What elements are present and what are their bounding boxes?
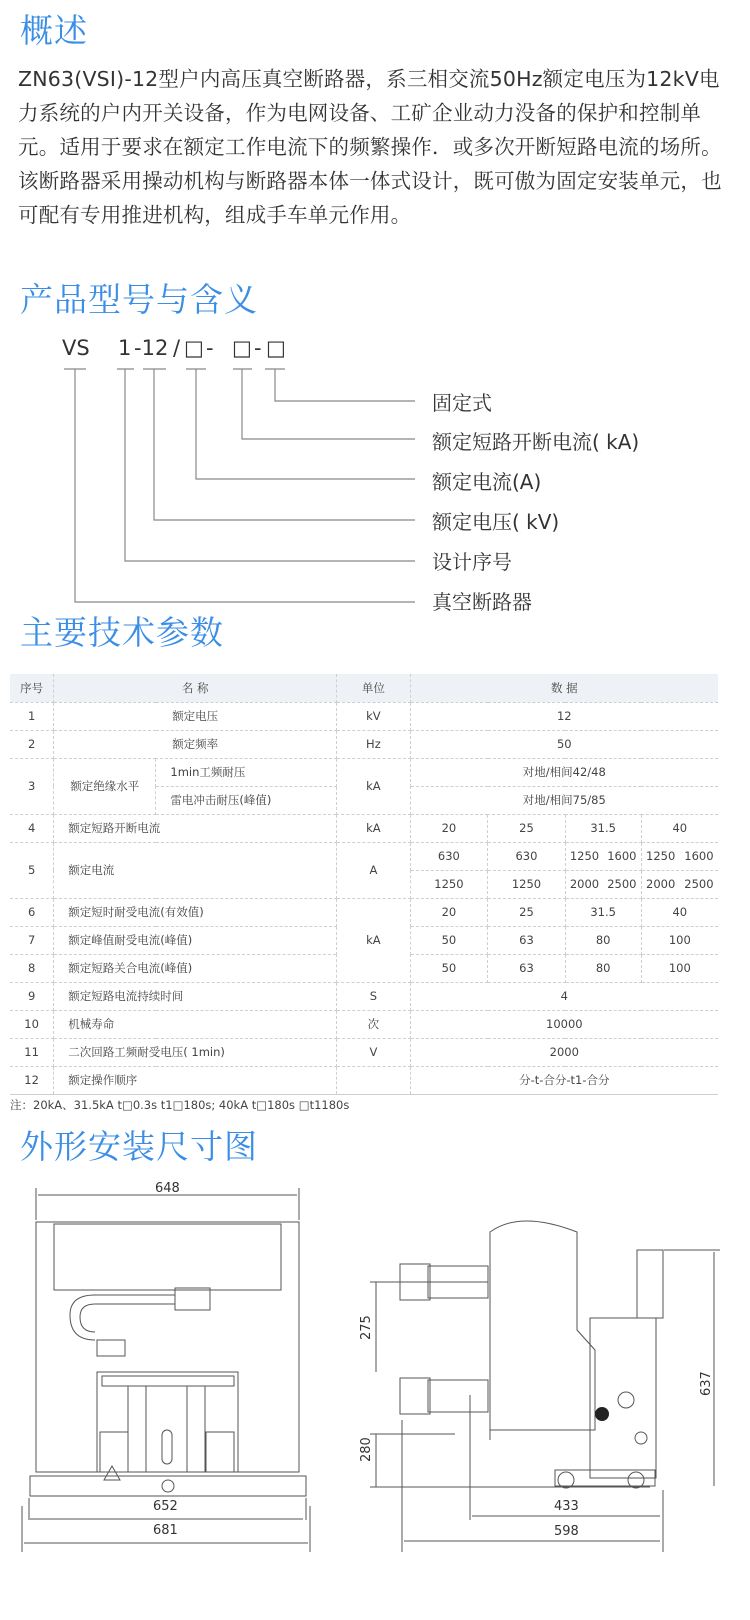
- cell-unit: Hz: [337, 730, 410, 758]
- spec-table: [10, 674, 718, 1095]
- code-slash: /: [173, 336, 181, 360]
- table-row: [10, 758, 718, 786]
- cell-name: 额定短路关合电流(峰值): [54, 954, 337, 982]
- dim-280: 280: [359, 1437, 374, 1462]
- meaning-fixed: 固定式: [432, 391, 492, 415]
- cell-value: 20: [410, 898, 488, 926]
- cell-no: 3: [10, 758, 54, 814]
- cell-subname: 1min工频耐压: [156, 758, 337, 786]
- cell-value: 2000: [410, 1038, 718, 1066]
- cell-value: 分-t-合分-t1-合分: [410, 1066, 718, 1094]
- cell-no: 4: [10, 814, 54, 842]
- dim-648: 648: [155, 1181, 180, 1196]
- cell-unit: kA: [337, 898, 410, 982]
- table-row: [10, 814, 718, 842]
- code-vs: VS: [62, 336, 90, 360]
- cell-no: 9: [10, 982, 54, 1010]
- cell-no: 2: [10, 730, 54, 758]
- leader-lines: [0, 330, 750, 620]
- cell-no: 5: [10, 842, 54, 898]
- overview-heading: 概述: [20, 11, 88, 50]
- model-code-diagram: [0, 330, 750, 620]
- model-heading: 产品型号与含义: [20, 280, 258, 319]
- specs-heading: 主要技术参数: [20, 613, 224, 652]
- cell-value: 对地/相间75/85: [410, 786, 718, 814]
- cell-value: 1250: [488, 870, 566, 898]
- overview-paragraph: ZN63(VSI)-12型户内高压真空断路器，系三相交流50Hz额定电压为12kV电力系统的户内开关设备，作为电网设备、工矿企业动力没备的保护和控制单元。适用于要求在额定工作电流下的频繁操作．或多次开断短路电流的场所。: [18, 67, 722, 159]
- installation-drawing: [0, 1180, 750, 1616]
- cell-unit: [337, 1066, 410, 1094]
- cell-value: 2500: [684, 877, 714, 891]
- cell-value: 1250: [569, 849, 600, 863]
- cell-value: 31.5: [565, 814, 641, 842]
- code-type-box: □: [266, 336, 286, 360]
- cell-no: 11: [10, 1038, 54, 1066]
- cell-value: 50: [410, 954, 488, 982]
- cell-value: 63: [488, 954, 566, 982]
- cell-value: 25: [488, 898, 566, 926]
- cell-value: 630: [410, 842, 488, 870]
- overview-paragraph: 该断路器采用操动机构与断路器本体一体式设计，既可傲为固定安装单元，也可配有专用推进机构，组成手车单元作用。: [18, 169, 722, 227]
- code-dash: -: [254, 336, 262, 360]
- table-row: [10, 1038, 718, 1066]
- code-series: 1: [118, 336, 132, 360]
- meaning-rated-current: 额定电流(A): [432, 470, 542, 494]
- table-row: [10, 982, 718, 1010]
- dim-637: 637: [699, 1371, 714, 1396]
- cell-value: 2500: [607, 877, 637, 891]
- cell-unit: kA: [337, 758, 410, 814]
- header-unit: 单位: [337, 674, 410, 702]
- cell-value: 40: [641, 898, 718, 926]
- meaning-vacuum-breaker: 真空断路器: [432, 590, 532, 614]
- drawing-heading: 外形安装尺寸图: [20, 1127, 258, 1166]
- cell-name: 额定频率: [54, 730, 337, 758]
- cell-no: 8: [10, 954, 54, 982]
- dim-681: 681: [153, 1523, 178, 1538]
- cell-value: 2000: [646, 877, 676, 891]
- meaning-design-no: 设计序号: [432, 550, 512, 574]
- meaning-rated-voltage: 额定电压( kV): [432, 510, 560, 534]
- table-row: [10, 1066, 718, 1094]
- header-no: 序号: [10, 674, 54, 702]
- meaning-breaking-current: 额定短路开断电流( kA): [432, 430, 640, 454]
- cell-value: 80: [565, 954, 641, 982]
- cell-value: 20: [410, 814, 488, 842]
- cell-value: 1600: [684, 849, 714, 863]
- cell-subname: 雷电冲击耐压(峰值): [156, 786, 337, 814]
- cell-no: 6: [10, 898, 54, 926]
- cell-value: 31.5: [565, 898, 641, 926]
- cell-value: 1600: [607, 849, 637, 863]
- dim-652: 652: [153, 1499, 178, 1514]
- cell-value-pair: [641, 870, 718, 898]
- cell-value: 630: [488, 842, 566, 870]
- table-row: [10, 702, 718, 730]
- code-voltage: -12: [134, 336, 169, 360]
- cell-unit: kV: [337, 702, 410, 730]
- cell-name: 额定操作顺序: [54, 1066, 337, 1094]
- code-current-box: □: [184, 336, 204, 360]
- cell-value: 对地/相间42/48: [410, 758, 718, 786]
- cell-name: 额定短路开断电流: [54, 814, 337, 842]
- cell-value: 100: [641, 954, 718, 982]
- cell-unit: S: [337, 982, 410, 1010]
- cell-value: 63: [488, 926, 566, 954]
- cell-value: 40: [641, 814, 718, 842]
- cell-unit: A: [337, 842, 410, 898]
- cell-name: 二次回路工频耐受电压( 1min): [54, 1038, 337, 1066]
- cell-unit: 次: [337, 1010, 410, 1038]
- cell-no: 7: [10, 926, 54, 954]
- cell-value: 25: [488, 814, 566, 842]
- table-row: [10, 730, 718, 758]
- cell-value: 1250: [410, 870, 488, 898]
- table-row: [10, 1010, 718, 1038]
- cell-value: 4: [410, 982, 718, 1010]
- cell-no: 12: [10, 1066, 54, 1094]
- cell-value: 100: [641, 926, 718, 954]
- cell-no: 10: [10, 1010, 54, 1038]
- cell-value: 10000: [410, 1010, 718, 1038]
- cell-no: 1: [10, 702, 54, 730]
- cell-value: 50: [410, 730, 718, 758]
- overview-text: [18, 62, 738, 232]
- cell-unit: V: [337, 1038, 410, 1066]
- cell-value: 2000: [569, 877, 600, 891]
- code-breaking-box: □: [232, 336, 252, 360]
- cell-name: 机械寿命: [54, 1010, 337, 1038]
- cell-name: 额定短时耐受电流(有效值): [54, 898, 337, 926]
- header-name: 名 称: [54, 674, 337, 702]
- code-dash: -: [206, 336, 214, 360]
- cell-value-pair: [565, 870, 641, 898]
- table-header-row: [10, 674, 718, 702]
- cell-value: 80: [565, 926, 641, 954]
- header-data: 数 据: [410, 674, 718, 702]
- cell-name: 额定电压: [54, 702, 337, 730]
- cell-name: 额定短路电流持续时间: [54, 982, 337, 1010]
- cell-name: 额定峰值耐受电流(峰值): [54, 926, 337, 954]
- dim-275: 275: [359, 1315, 374, 1340]
- dim-598: 598: [554, 1524, 579, 1539]
- cell-value: 1250: [646, 849, 676, 863]
- breaker-outline-drawing: [0, 1180, 750, 1616]
- table-row: [10, 842, 718, 870]
- cell-value: 50: [410, 926, 488, 954]
- table-row: [10, 898, 718, 926]
- cell-name: 额定绝缘水平: [54, 758, 156, 814]
- cell-value: 12: [410, 702, 718, 730]
- cell-unit: kA: [337, 814, 410, 842]
- dim-433: 433: [554, 1499, 579, 1514]
- cell-value-pair: [641, 842, 718, 870]
- table-note: 注：20kA、31.5kA t□0.3s t1□180s; 40kA t□180s □t1180s: [10, 1098, 350, 1112]
- cell-name: 额定电流: [54, 842, 337, 898]
- cell-value-pair: [565, 842, 641, 870]
